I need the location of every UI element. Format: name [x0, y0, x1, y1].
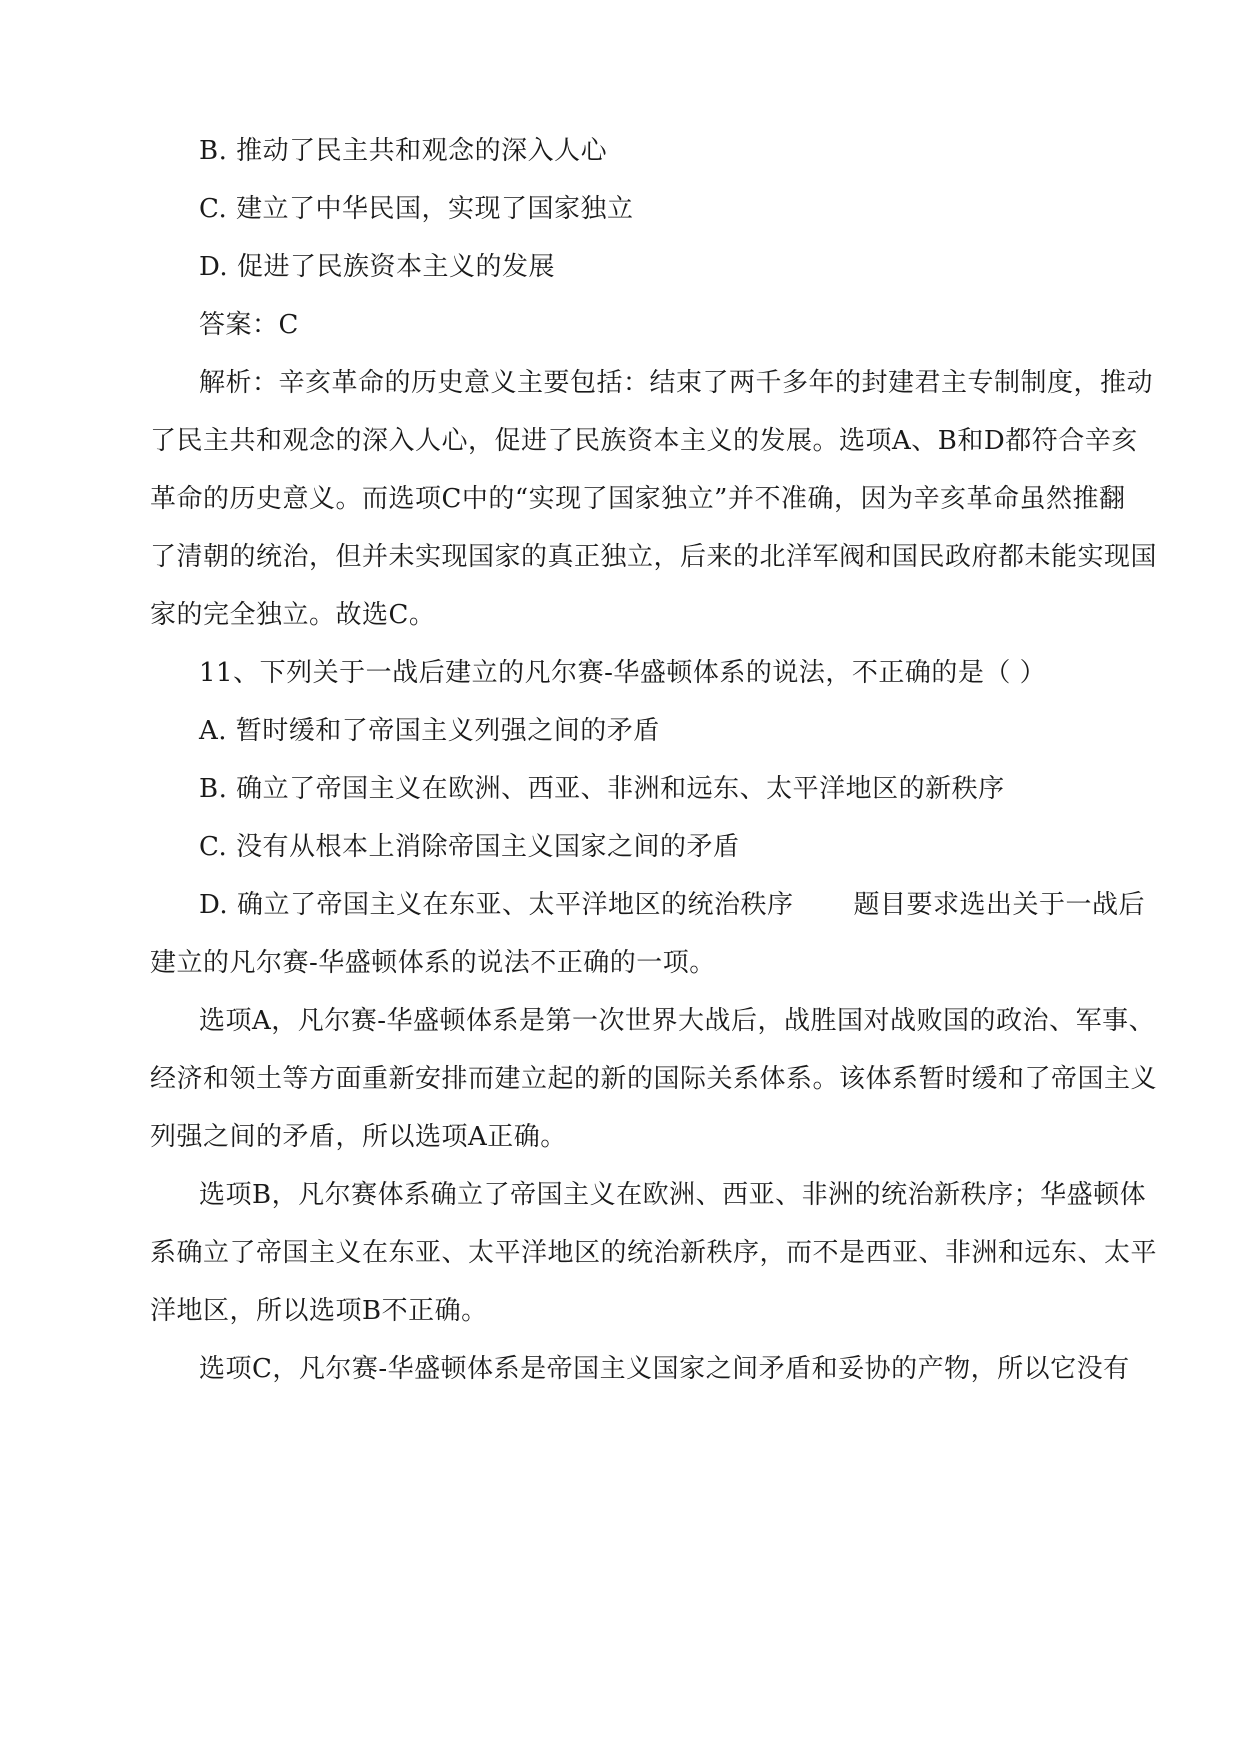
q10-analysis-line: 革命的历史意义。而选项C中的“实现了国家独立”并不准确，因为辛亥革命虽然推翻 [150, 484, 1126, 514]
q11-para-a-line: 列强之间的矛盾，所以选项A正确。 [150, 1122, 567, 1152]
q11-option-c: C. 没有从根本上消除帝国主义国家之间的矛盾 [199, 832, 740, 862]
q11-para-b-line: 选项B，凡尔赛体系确立了帝国主义在欧洲、西亚、非洲的统治新秩序；华盛顿体 [199, 1180, 1147, 1210]
q11-option-a: A. 暂时缓和了帝国主义列强之间的矛盾 [199, 716, 660, 746]
q11-option-d: D. 确立了帝国主义在东亚、太平洋地区的统治秩序 [199, 890, 794, 920]
q11-para-a-line: 选项A，凡尔赛-华盛顿体系是第一次世界大战后，战胜国对战败国的政治、军事、 [199, 1006, 1156, 1036]
q10-analysis-line: 家的完全独立。故选C。 [150, 600, 436, 630]
q11-para-b-line: 洋地区，所以选项B不正确。 [150, 1296, 488, 1326]
q11-para-a-line: 经济和领土等方面重新安排而建立起的新的国际关系体系。该体系暂时缓和了帝国主义 [150, 1064, 1158, 1094]
q11-stem: 11、下列关于一战后建立的凡尔赛-华盛顿体系的说法，不正确的是（ ） [199, 658, 1047, 688]
q10-option-c: C. 建立了中华民国，实现了国家独立 [199, 194, 634, 224]
q11-intro: 题目要求选出关于一战后 [853, 890, 1145, 920]
q10-analysis-line: 了清朝的统治，但并未实现国家的真正独立，后来的北洋军阀和国民政府都未能实现国 [150, 542, 1158, 572]
q10-analysis-line: 解析：辛亥革命的历史意义主要包括：结束了两千多年的封建君主专制制度，推动 [199, 368, 1154, 398]
q11-para-b-line: 系确立了帝国主义在东亚、太平洋地区的统治新秩序，而不是西亚、非洲和远东、太平 [150, 1238, 1158, 1268]
q10-answer: 答案：C [199, 310, 299, 340]
q11-para-c-line: 选项C，凡尔赛-华盛顿体系是帝国主义国家之间矛盾和妥协的产物，所以它没有 [199, 1354, 1130, 1384]
q11-option-d-line [199, 888, 1145, 922]
q10-option-d: D. 促进了民族资本主义的发展 [199, 252, 555, 282]
q11-option-b: B. 确立了帝国主义在欧洲、西亚、非洲和远东、太平洋地区的新秩序 [199, 774, 1005, 804]
q10-option-b: B. 推动了民主共和观念的深入人心 [199, 136, 608, 166]
q10-analysis-line: 了民主共和观念的深入人心，促进了民族资本主义的发展。选项A、B和D都符合辛亥 [150, 426, 1138, 456]
q11-intro-cont: 建立的凡尔赛-华盛顿体系的说法不正确的一项。 [150, 948, 716, 978]
